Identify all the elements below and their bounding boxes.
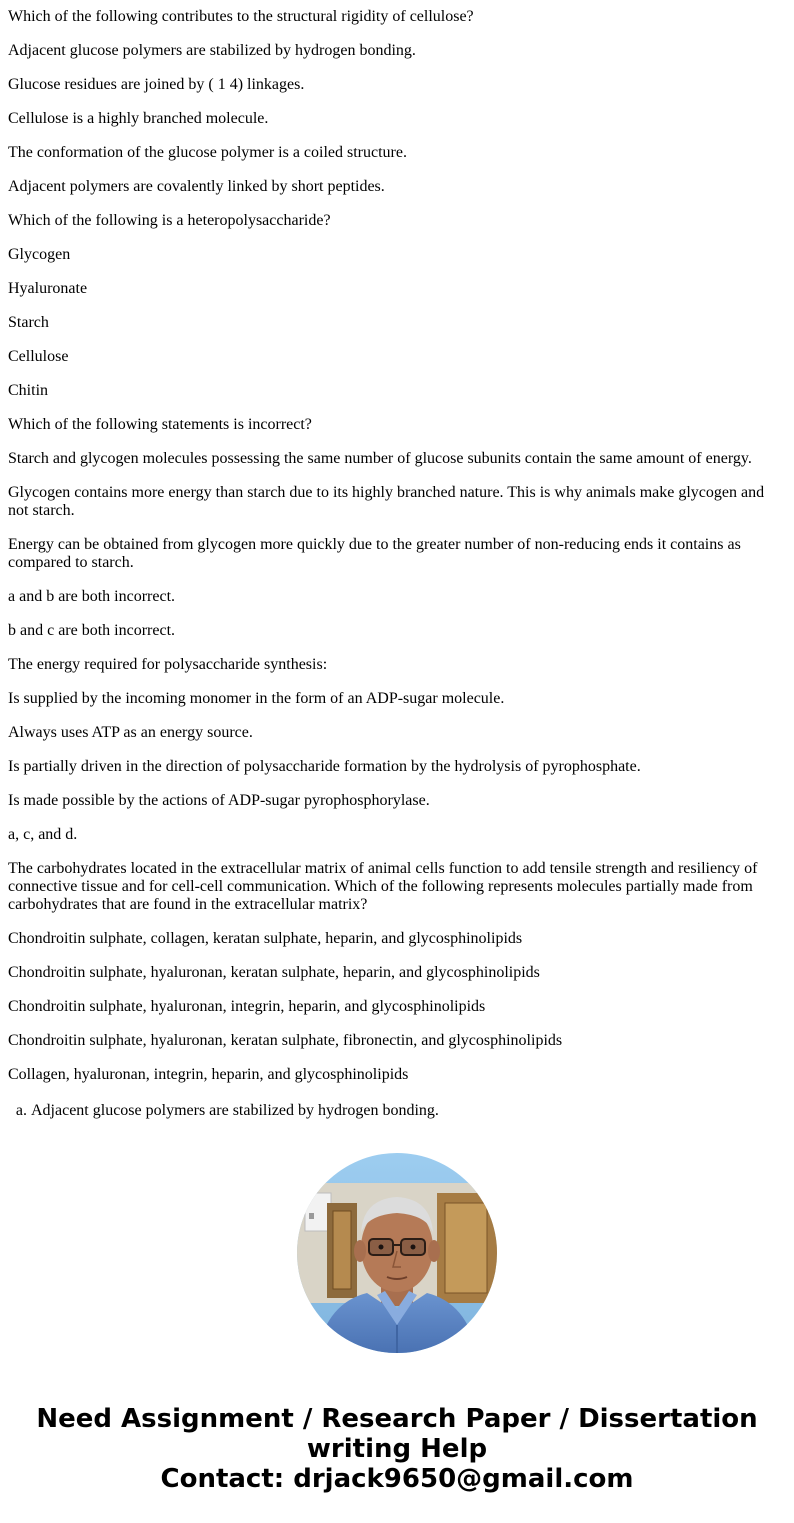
question-5-option-1: Chondroitin sulphate, collagen, keratan sulphate, heparin, and glycosphinolipids xyxy=(8,930,523,947)
answer-item: a. Adjacent glucose polymers are stabilized by hydrogen bonding. xyxy=(31,1102,791,1120)
promo-line-2: writing Help xyxy=(306,1434,488,1464)
question-3-option-2: Glycogen contains more energy than starch due to its highly branched nature. This is why animals make glycogen and not starch. xyxy=(8,484,765,519)
promo-line-1: Need Assignment / Research Paper / Dissertation xyxy=(36,1404,758,1434)
question-2-option-5: Chitin xyxy=(8,382,49,399)
question-4-prompt: The energy required for polysaccharide synthesis: xyxy=(8,656,328,673)
author-avatar xyxy=(297,1153,497,1353)
promo-contact: Contact: drjack9650@gmail.com xyxy=(160,1464,634,1494)
question-4-option-3: Is partially driven in the direction of polysaccharide formation by the hydrolysis of pyrophosphate. xyxy=(8,758,641,775)
author-portrait xyxy=(297,1153,497,1353)
question-5-option-5: Collagen, hyaluronan, integrin, heparin, and glycosphinolipids xyxy=(8,1066,409,1083)
question-4-option-1: Is supplied by the incoming monomer in the form of an ADP-sugar molecule. xyxy=(8,690,505,707)
question-1-option-4: The conformation of the glucose polymer is a coiled structure. xyxy=(8,144,407,161)
question-4-option-2: Always uses ATP as an energy source. xyxy=(8,724,253,741)
question-5-prompt: The carbohydrates located in the extracellular matrix of animal cells function to add tensile strength and resiliency of connective tissue and for cell-cell communication. Which of the following represents molecules partially made from carbohydrates that are found in the extracellular matrix? xyxy=(8,860,758,913)
question-2-option-4: Cellulose xyxy=(8,348,69,365)
question-2-option-3: Starch xyxy=(8,314,49,331)
question-1-option-5: Adjacent polymers are covalently linked by short peptides. xyxy=(8,178,385,195)
question-3-option-3: Energy can be obtained from glycogen more quickly due to the greater number of non-reducing ends it contains as compared to starch. xyxy=(8,536,741,571)
question-4-option-4: Is made possible by the actions of ADP-sugar pyrophosphorylase. xyxy=(8,792,430,809)
question-content xyxy=(8,8,774,1100)
question-2-option-2: Hyaluronate xyxy=(8,280,88,297)
question-3-option-4: a and b are both incorrect. xyxy=(8,588,176,605)
question-2-option-1: Glycogen xyxy=(8,246,71,263)
question-1-prompt: Which of the following contributes to the structural rigidity of cellulose? xyxy=(8,8,474,25)
answer-list xyxy=(8,1102,791,1120)
promo-banner xyxy=(0,1404,794,1494)
question-5-option-3: Chondroitin sulphate, hyaluronan, integrin, heparin, and glycosphinolipids xyxy=(8,998,486,1015)
question-1-option-3: Cellulose is a highly branched molecule. xyxy=(8,110,269,127)
question-1-option-2: Glucose residues are joined by ( 1 4) linkages. xyxy=(8,76,305,93)
question-4-option-5: a, c, and d. xyxy=(8,826,78,843)
question-5-option-2: Chondroitin sulphate, hyaluronan, keratan sulphate, heparin, and glycosphinolipids xyxy=(8,964,540,981)
question-1-option-1: Adjacent glucose polymers are stabilized by hydrogen bonding. xyxy=(8,42,416,59)
question-2-prompt: Which of the following is a heteropolysaccharide? xyxy=(8,212,331,229)
question-3-prompt: Which of the following statements is incorrect? xyxy=(8,416,312,433)
question-5-option-4: Chondroitin sulphate, hyaluronan, keratan sulphate, fibronectin, and glycosphinolipids xyxy=(8,1032,563,1049)
question-3-option-5: b and c are both incorrect. xyxy=(8,622,176,639)
question-3-option-1: Starch and glycogen molecules possessing the same number of glucose subunits contain the same amount of energy. xyxy=(8,450,752,467)
